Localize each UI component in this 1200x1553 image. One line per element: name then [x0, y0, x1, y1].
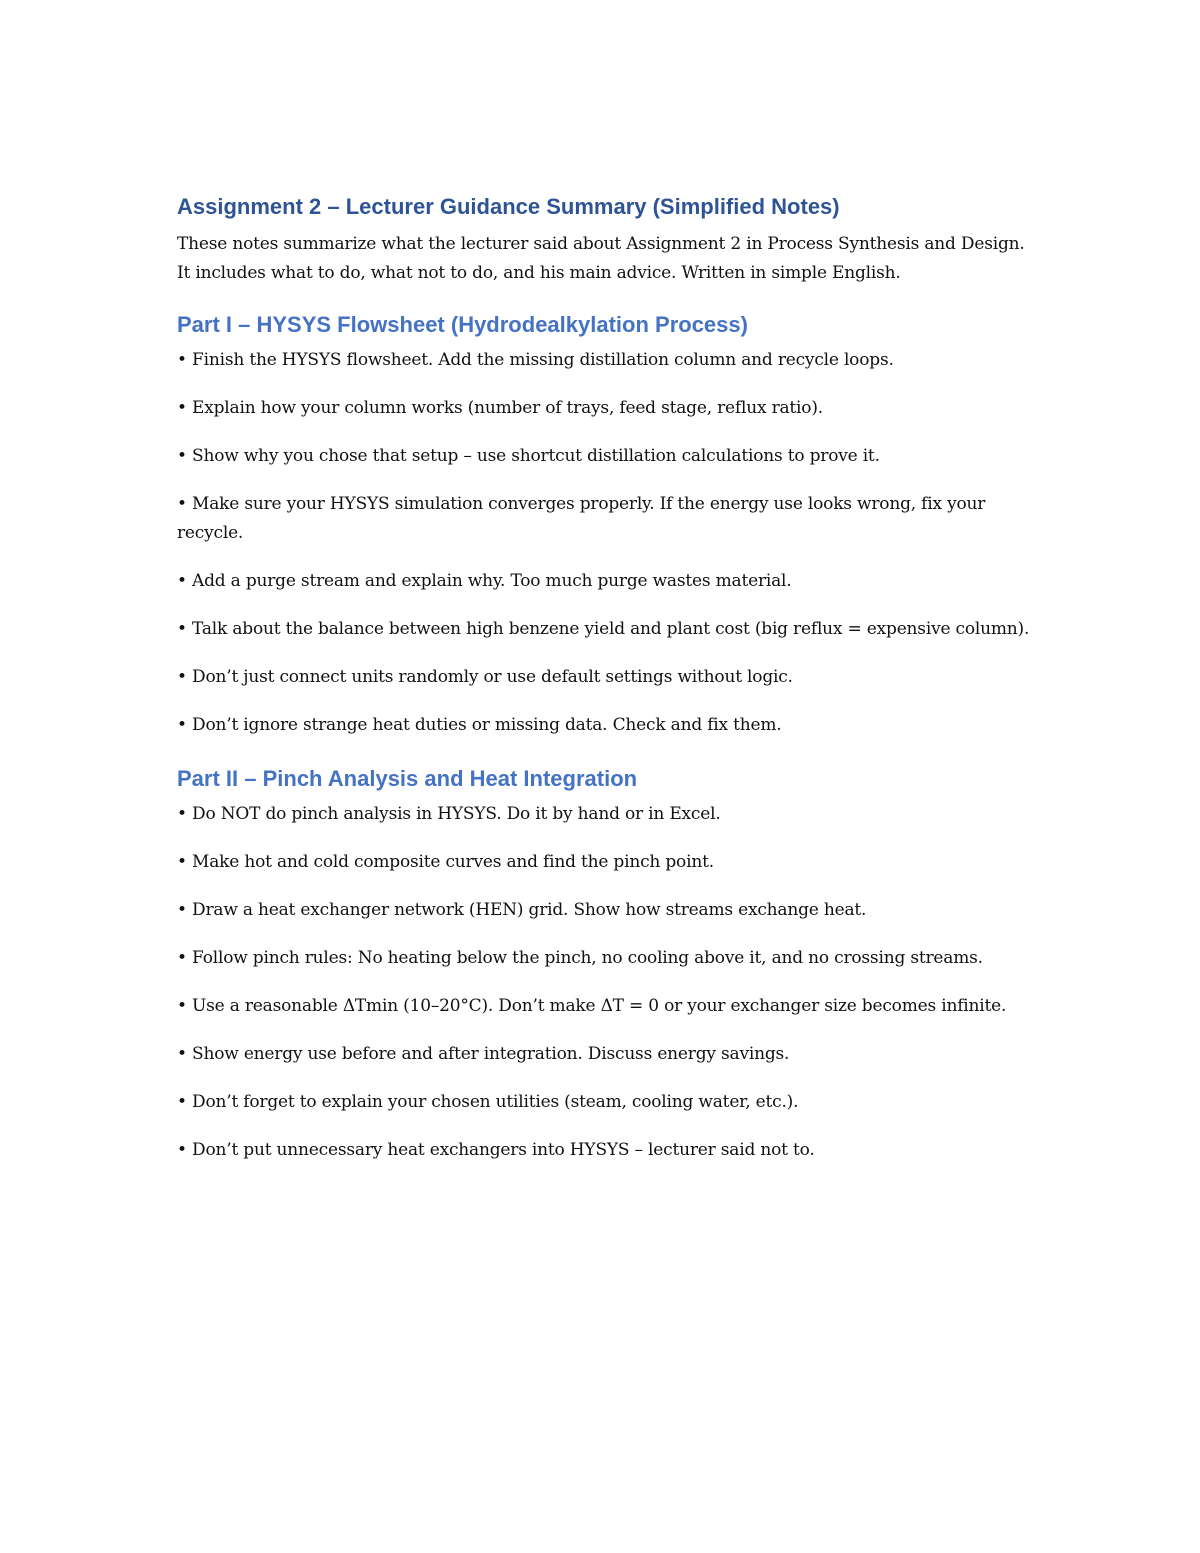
bullet-item: • Do NOT do pinch analysis in HYSYS. Do it by hand or in Excel.: [177, 804, 721, 824]
section-part-2: [177, 764, 1037, 1165]
bullet-item: • Finish the HYSYS flowsheet. Add the missing distillation column and recycle loops.: [177, 350, 894, 370]
bullet-item: • Don’t ignore strange heat duties or missing data. Check and fix them.: [177, 715, 782, 735]
bullet-item: • Don’t forget to explain your chosen utilities (steam, cooling water, etc.).: [177, 1092, 799, 1112]
section-part-1: [177, 310, 1037, 740]
bullet-item: • Draw a heat exchanger network (HEN) grid. Show how streams exchange heat.: [177, 900, 867, 920]
bullet-item: • Follow pinch rules: No heating below the pinch, no cooling above it, and no crossing streams.: [177, 948, 983, 968]
bullet-item: • Show energy use before and after integration. Discuss energy savings.: [177, 1044, 790, 1064]
document-title: Assignment 2 – Lecturer Guidance Summary (Simplified Notes): [177, 194, 840, 219]
document-page: [177, 192, 1037, 1184]
bullet-item: • Explain how your column works (number of trays, feed stage, reflux ratio).: [177, 398, 823, 418]
bullet-item: • Add a purge stream and explain why. Too much purge wastes material.: [177, 571, 792, 591]
bullet-item: • Don’t just connect units randomly or use default settings without logic.: [177, 667, 793, 687]
bullet-item: • Talk about the balance between high benzene yield and plant cost (big reflux = expensive column).: [177, 619, 1030, 639]
bullet-item: • Show why you chose that setup – use shortcut distillation calculations to prove it.: [177, 446, 880, 466]
section-heading: Part I – HYSYS Flowsheet (Hydrodealkylation Process): [177, 312, 748, 337]
intro-paragraph: These notes summarize what the lecturer said about Assignment 2 in Process Synthesis and Design. It includes what to do, what not to do, and his main advice. Written in simple English.: [177, 234, 1025, 283]
bullet-item: • Make sure your HYSYS simulation converges properly. If the energy use looks wrong, fix your recycle.: [177, 494, 986, 543]
bullet-item: • Make hot and cold composite curves and find the pinch point.: [177, 852, 714, 872]
bullet-item: • Use a reasonable ΔTmin (10–20°C). Don’t make ΔT = 0 or your exchanger size becomes infinite.: [177, 996, 1007, 1016]
section-heading: Part II – Pinch Analysis and Heat Integration: [177, 766, 638, 791]
bullet-item: • Don’t put unnecessary heat exchangers into HYSYS – lecturer said not to.: [177, 1140, 815, 1160]
